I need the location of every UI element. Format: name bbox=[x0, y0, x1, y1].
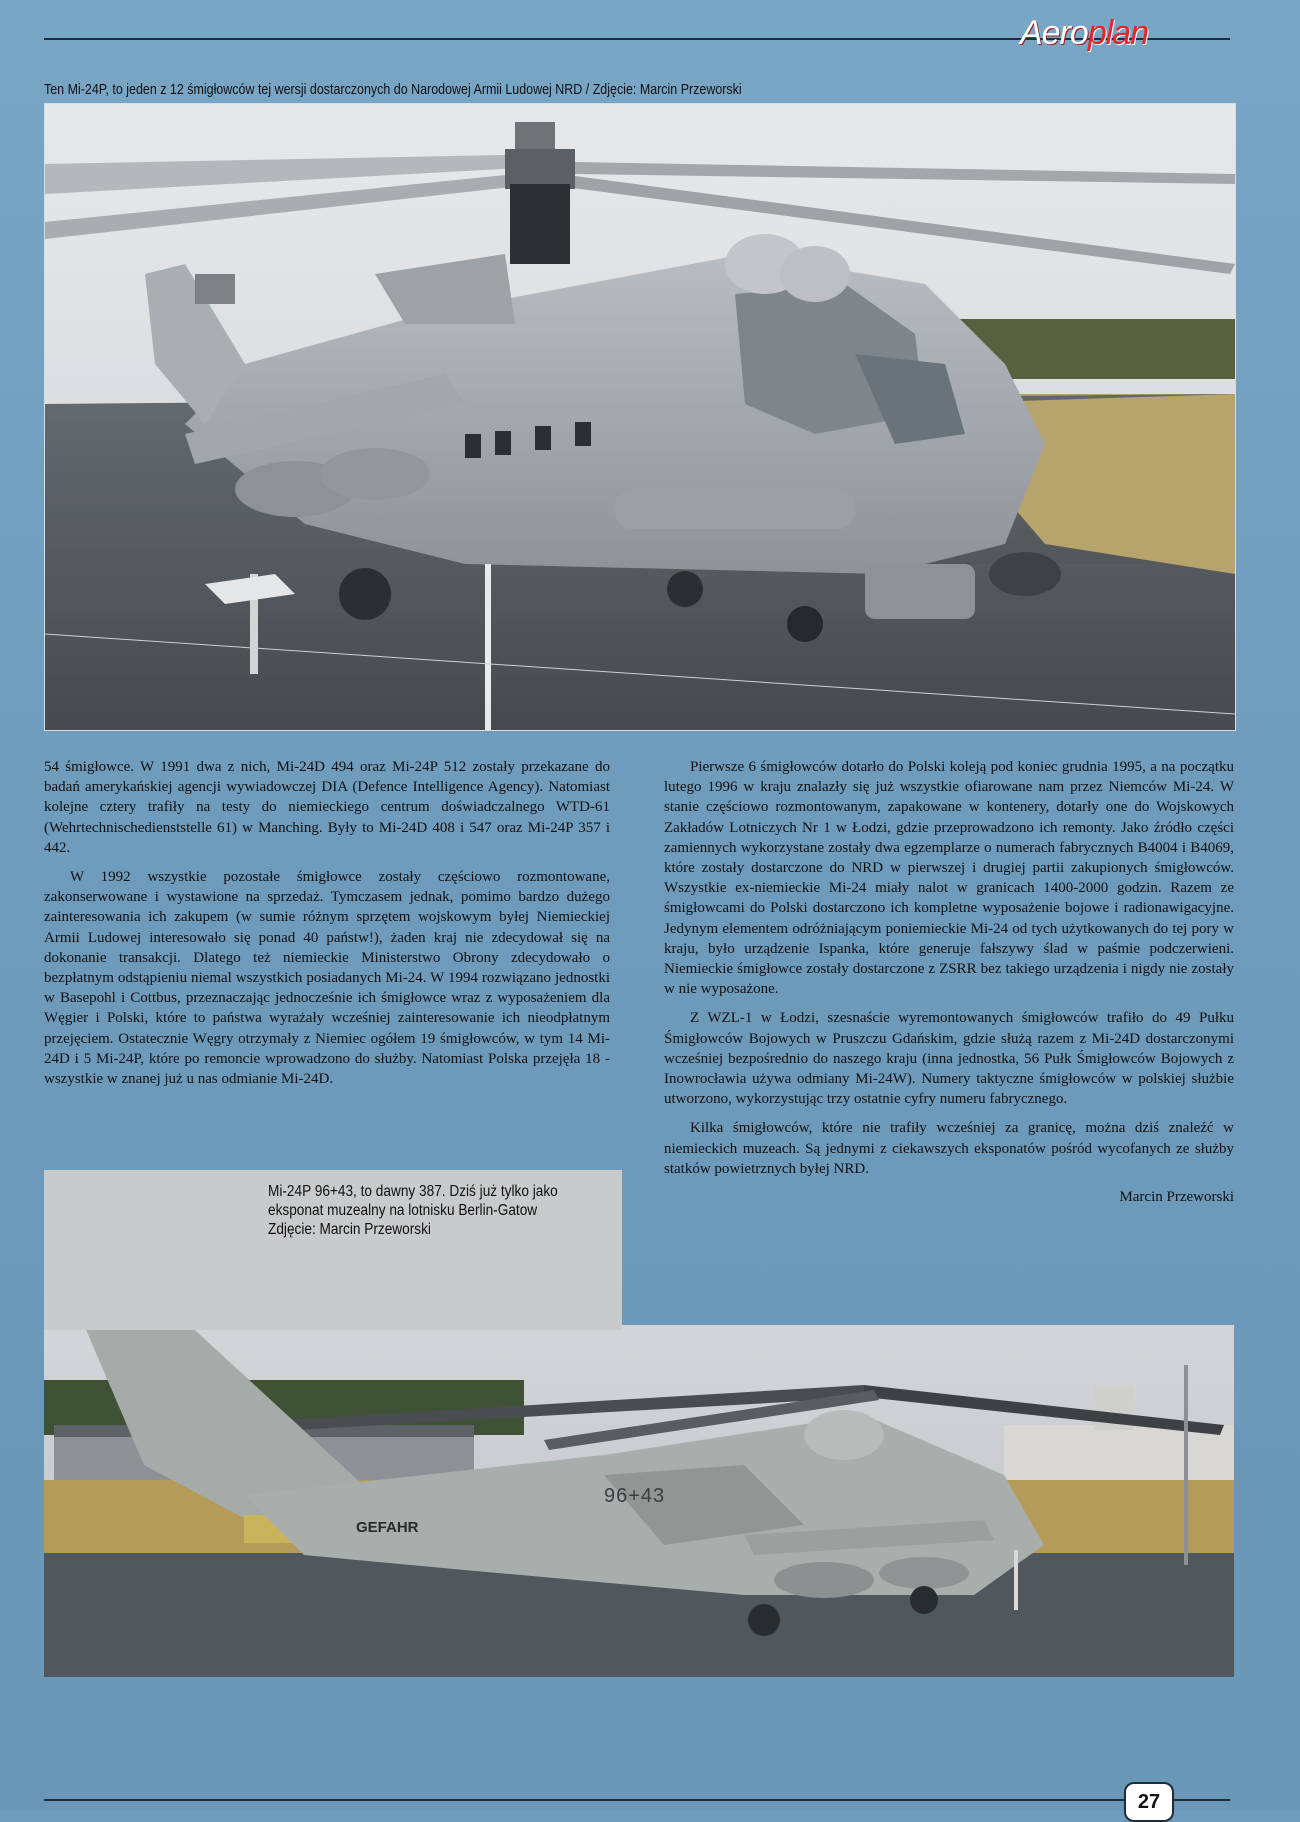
top-photo-caption: Ten Mi-24P, to jeden z 12 śmigłowców tej wersji dostarczonych do Narodowej Armii Ludowej NRD / Zdjęcie: Marcin Przeworski bbox=[44, 82, 742, 98]
left-paragraph-2: W 1992 wszystkie pozostałe śmigłowce zostały częściowo rozmontowane, zakonserwowane i wystawione na sprzedaż. Tymczasem jednak, pomimo bardzo dużego zainteresowania ich zakupem (w sumie różnym sprzętem wojskowym byłej Niemieckiej Armii Ludowej interesowało się ponad 40 państw!), żaden kraj nie zdecydował się na dokonanie transakcji. Dlatego też niemieckie Ministerstwo Obrony zdecydowało o bezpłatnym odstąpieniu niemal wszystkich posiadanych Mi-24. W 1994 rozwiązano jednostki w Basepohl i Cottbus, przeznaczając jednocześnie ich śmigłowce wraz z wyposażeniem dla Węgier i Polski, które to państwa wyrażały wcześniej zainteresowanie ich nieodpłatnym przejęciem. Ostatecznie Węgry otrzymały z Niemiec ogółem 19 śmigłowców, w tym 14 Mi-24D i 5 Mi-24P, które po remoncie wprowadzono do służby. Natomiast Polska przejęła 18 - wszystkie w znanej już u nas odmianie Mi-24D. bbox=[44, 869, 610, 1088]
boom-warning-marking: GEFAHR bbox=[356, 1519, 419, 1536]
right-paragraph-3: Kilka śmigłowców, które nie trafiły wcześniej za granicę, można dziś znaleźć w niemieckich muzeach. Są jednymi z ciekawszych eksponatów pośród wycofanych ze służby statków powietrznych byłej NRD. bbox=[664, 1120, 1234, 1177]
article-right-column bbox=[664, 757, 1234, 1207]
aeroplan-logo: Aeroplan bbox=[1020, 14, 1149, 52]
bottom-photo-caption: Mi-24P 96+43, to dawny 387. Dziś już tylko jako eksponat muzealny na lotnisku Berlin-Gatow Zdjęcie: Marcin Przeworski bbox=[268, 1183, 558, 1238]
left-paragraph-1: 54 śmigłowce. W 1991 dwa z nich, Mi-24D 494 oraz Mi-24P 512 zostały przekazane do badań amerykańskiej agencji wywiadowczej DIA (Defence Intelligence Agency). Natomiast kolejne cztery trafiły na testy do niemieckiego centrum doświadczalnego WTD-61 (Wehrtechnischedienststelle 61) w Manching. Były to Mi-24D 408 i 547 oraz Mi-24P 357 i 442. bbox=[44, 759, 610, 856]
article-left-column bbox=[44, 757, 610, 1089]
bottom-photo bbox=[44, 1325, 1234, 1677]
tail-code-marking: 96+43 bbox=[604, 1485, 666, 1507]
right-paragraph-1: Pierwsze 6 śmigłowców dotarło do Polski koleją pod koniec grudnia 1995, a na początku lutego 1996 w kraju znalazły się już wszystkie ofiarowane nam przez Niemców Mi-24. W stanie częściowo rozmontowanym, zapakowane w kontenery, dotarły one do Wojskowych Zakładów Lotniczych Nr 1 w Łodzi, gdzie przeprowadzono ich remonty. Jako źródło części zamiennych wykorzystane zostały dwa egzemplarze o numerach fabrycznych B4004 i B4069, które zostały dostarczone do NRD w pierwszej i drugiej partii zakupionych śmigłowców. Wszystkie ex-niemieckie Mi-24 miały nalot w granicach 1400-2000 godzin. Razem ze śmigłowcami do Polski dostarczono ich kompletne wyposażenie bojowe i radionawigacyjne. Jedynym elementem odróżniającym poniemieckie Mi-24 od tych użytkowanych do tej pory w kraju, było urządzenie Ispanka, które generuje fałszywy ślad w paśmie podczerwieni. Niemieckie śmigłowce zostały dostarczone z ZSRR bez takiego urządzenia i nigdy nie zostały w nie wyposażone. bbox=[664, 759, 1234, 998]
right-paragraph-2: Z WZL-1 w Łodzi, szesnaście wyremontowanych śmigłowców trafiło do 49 Pułku Śmigłowców Bojowych w Pruszczu Gdańskim, gdzie służą razem z Mi-24D dostarczonymi wcześniej bezpośrednio do naszego kraju (inna jednostka, 56 Pułk Śmigłowców Bojowych z Inowrocławia używa odmiany Mi-24W). Numery taktyczne śmigłowców w polskiej służbie utworzono, wykorzystując trzy ostatnie cyfry numeru fabrycznego. bbox=[664, 1010, 1234, 1108]
page-number: 27 bbox=[1124, 1782, 1174, 1822]
footer-rule bbox=[44, 1799, 1230, 1801]
top-photo bbox=[44, 103, 1236, 731]
author-signature: Marcin Przeworski bbox=[1119, 1189, 1234, 1206]
mi24p-helicopter-photo bbox=[45, 104, 1235, 730]
